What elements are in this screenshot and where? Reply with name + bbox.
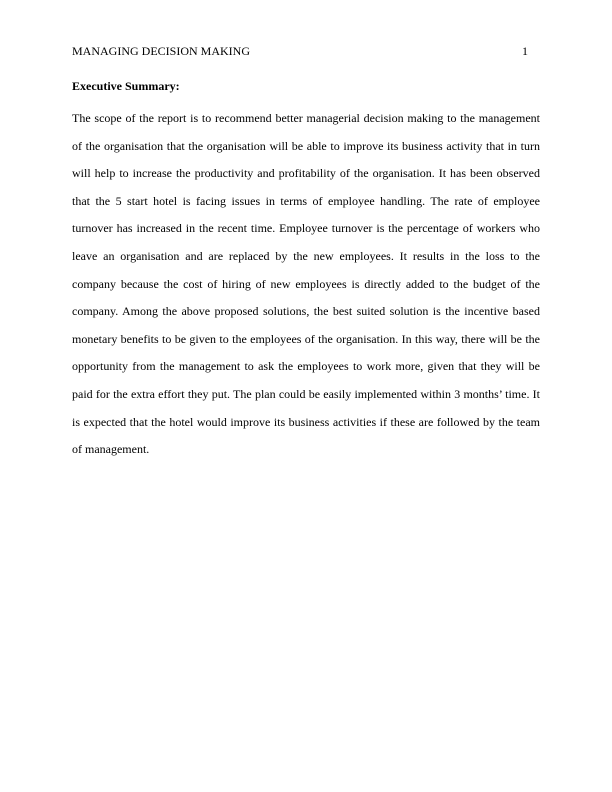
paragraph-line: of the organisation that the organisation will be able to improve its business activity that in turn xyxy=(72,138,540,153)
paragraph-line: is expected that the hotel would improve its business activities if these are followed by the team xyxy=(72,414,540,429)
running-head: MANAGING DECISION MAKING xyxy=(72,44,250,58)
paragraph-line: leave an organisation and are replaced by the new employees. It results in the loss to the xyxy=(72,248,540,263)
summary-paragraph xyxy=(72,110,540,469)
section-heading: Executive Summary: xyxy=(72,79,180,93)
paragraph-line: turnover has increased in the recent time. Employee turnover is the percentage of workers who xyxy=(72,221,540,236)
paragraph-line: of management. xyxy=(72,442,150,457)
paragraph-line: The scope of the report is to recommend better managerial decision making to the management xyxy=(72,111,540,125)
paragraph-line: opportunity from the management to ask the employees to work more, given that they will be xyxy=(72,359,540,374)
page-number: 1 xyxy=(522,44,528,58)
paragraph-line: paid for the extra effort they put. The plan could be easily implemented within 3 months’ time. It xyxy=(72,386,540,401)
paragraph-line: that the 5 start hotel is facing issues in terms of employee handling. The rate of employee xyxy=(72,193,540,208)
paragraph-line: company. Among the above proposed solutions, the best suited solution is the incentive based xyxy=(72,304,540,319)
paragraph-line: company because the cost of hiring of new employees is directly added to the budget of the xyxy=(72,276,540,291)
paragraph-line: monetary benefits to be given to the employees of the organisation. In this way, there will be the xyxy=(72,331,540,346)
paragraph-line: will help to increase the productivity and profitability of the organisation. It has been observed xyxy=(72,166,540,181)
page-header xyxy=(72,44,528,59)
